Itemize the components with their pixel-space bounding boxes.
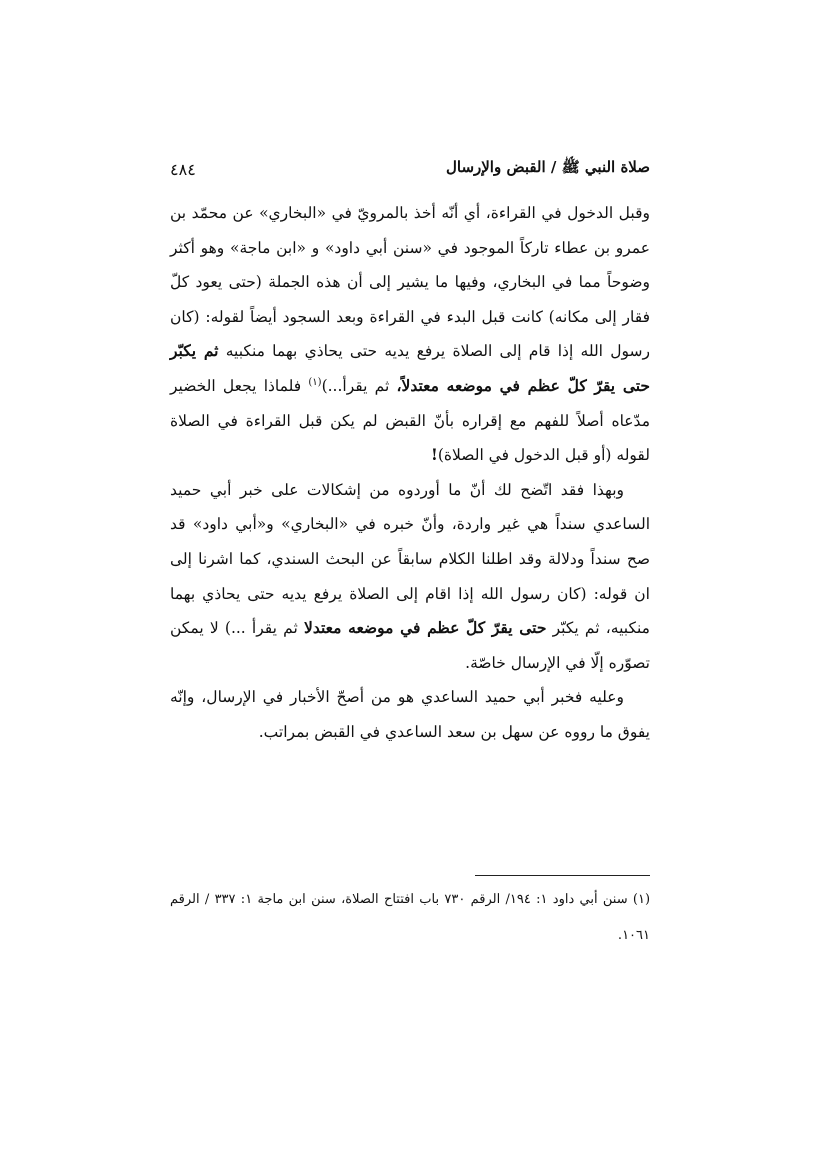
running-title: صلاة النبي ﷺ / القبض والإرسال xyxy=(445,158,650,176)
body-text xyxy=(170,196,650,750)
paragraph xyxy=(170,680,650,749)
paragraph xyxy=(170,473,650,681)
footnote-separator xyxy=(475,875,650,876)
bold-text-segment: ! xyxy=(431,445,438,465)
footnote: (١) سنن أبي داود ١: ١٩٤/ الرقم ٧٣٠ باب افتتاح الصلاة، سنن ابن ماجة ١: ٣٣٧ / الرقم ١٠٦١. xyxy=(170,892,651,943)
bold-text-segment: حتى يقرّ كلّ عظم في موضعه معتدلا xyxy=(304,618,547,638)
page-number: ٤٨٤ xyxy=(170,159,196,179)
text-segment: ثم يقرأ ...) لا يمكن تصوّره إلّا في الإرسال خاصّة. xyxy=(170,619,650,672)
page-header xyxy=(170,154,650,184)
bold-text-segment: ثم يكبّر حتى يقرّ كلّ عظم في موضعه معتدلاً، xyxy=(170,341,650,395)
text-segment: فلماذا يجعل الخضير مدّعاه أصلاً للفهم مع إقراره بأنّ القبض لم يكن قبل القراءة في الصلاة لقوله (أو قبل الدخول في الصلاة) xyxy=(170,376,650,465)
text-segment: وقبل الدخول في القراءة، أي أنّه أخذ بالمرويّ في «البخاري» عن محمّد بن عمرو بن عطاء تاركاً الموجود في «سنن أبي داود» و «ابن ماجة» وهو أكثر وضوحاً مما في البخاري، وفيها ما يشير إلى أن هذه الجملة (حتى يعود كلّ فقار إلى مكانه) كانت قبل البدء في القراءة وبعد السجود أيضاً لقوله: (كان رسول الله إذا قام إلى الصلاة يرفع يديه حتى يحاذي بهما منكبيه xyxy=(170,204,650,361)
text-segment: ثم يقرأ...) xyxy=(321,376,397,395)
text-segment: وعليه فخبر أبي حميد الساعدي هو من أصحّ الأخبار في الإرسال، وإنّه يفوق ما رووه عن سهل بن سعد الساعدي في القبض بمراتب. xyxy=(170,688,650,741)
footnote-reference: (١) xyxy=(308,376,322,388)
text-segment: وبهذا فقد اتّضح لك أنّ ما أوردوه من إشكالات على خبر أبي حميد الساعدي سنداً هي غير واردة، وأنّ خبره في «البخاري» و«أبي داود» قد صح سنداً ودلالة وقد اطلنا الكلام سابقاً عن البحث السندي، كما اشرنا إلى ان قوله: (كان رسول الله إذا اقام إلى الصلاة يرفع يديه حتى يحاذي بهما منكبيه، ثم يكبّر xyxy=(170,480,650,638)
paragraph xyxy=(170,196,650,473)
